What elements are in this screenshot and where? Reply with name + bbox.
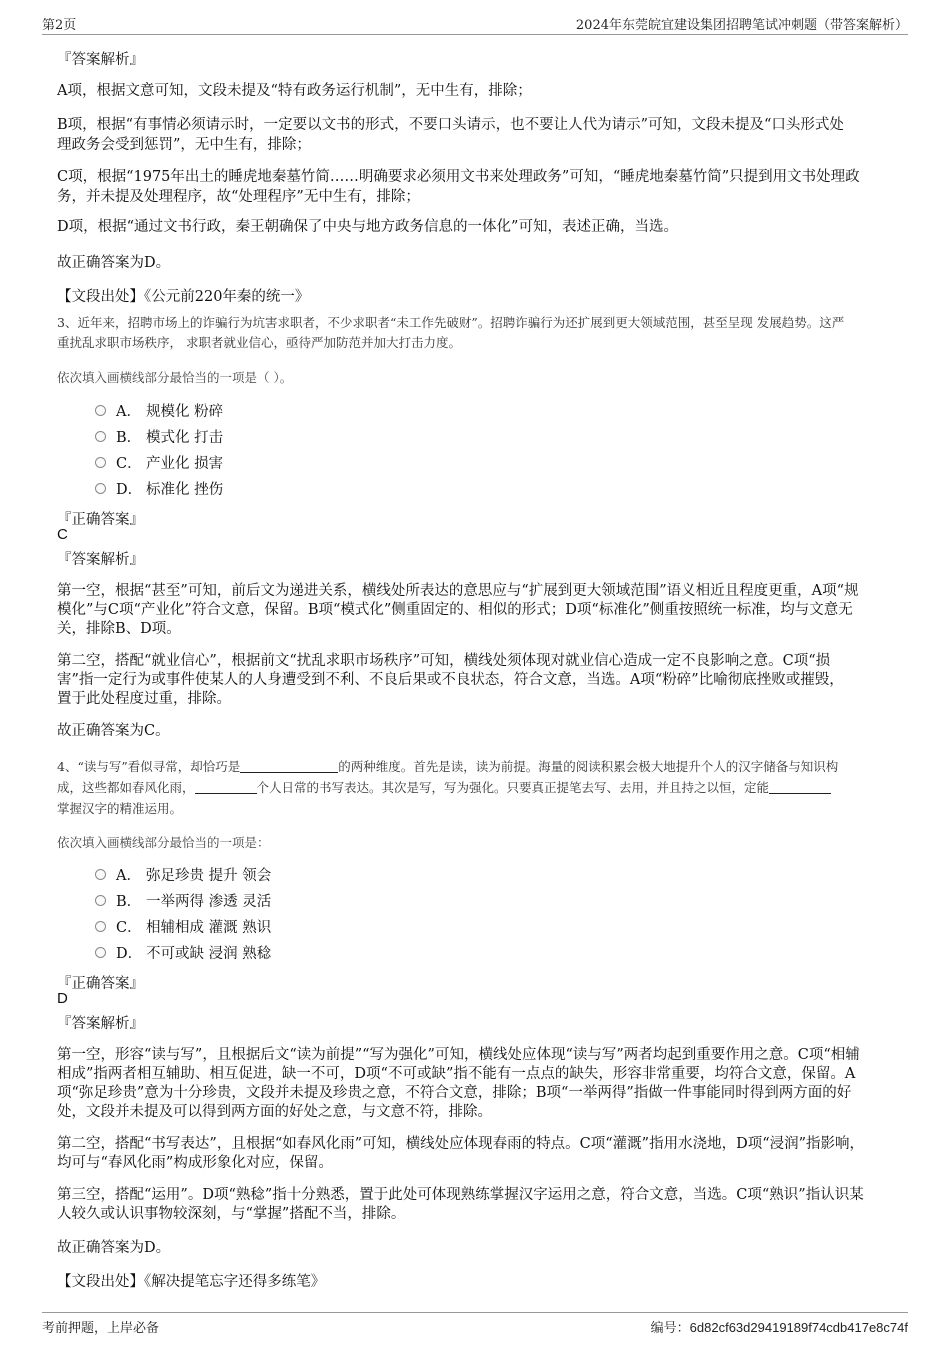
radio-icon[interactable] <box>95 457 106 468</box>
passage-source: 【文段出处】《公元前220年秦的统一》 <box>57 289 310 305</box>
q4-analysis-p1-line1: 第一空，形容“读与写”，且根据后文“读为前提”“写为强化”可知，横线处应体现“读与写”两者均起到重要作用之意。C项“相辅 <box>57 1047 860 1063</box>
q4-option-b[interactable]: B． 一举两得 渗透 灵活 <box>95 890 271 912</box>
q4-stem-line2: 成，这些都如春风化雨， 个人日常的书写表达。其次是写，写为强化。只要真正提笔去写、去用，并且持之以恒，定能 <box>57 777 897 798</box>
correct-answer: D <box>57 990 68 1007</box>
fill-blank <box>769 781 831 794</box>
q3-analysis-p2-line1: 第二空，搭配“就业信心”，根据前文“扰乱求职市场秩序”可知，横线处须体现对就业信心造成一定不良影响之意。C项“损 <box>57 653 831 669</box>
q4-analysis-p1-line2: 相成”指两者相互辅助、相互促进，缺一不可，D项“不可或缺”指不能有一点点的缺失，形容非常重要，均符合文意，保留。A <box>57 1066 856 1082</box>
correct-answer: C <box>57 526 68 543</box>
passage-source: 【文段出处】《解决提笔忘字还得多练笔》 <box>57 1274 326 1290</box>
footer-slogan: 考前押题，上岸必备 <box>42 1321 160 1336</box>
q3-stem-line2: 重扰乱求职市场秩序， 求职者就业信心，亟待严加防范并加大打击力度。 <box>57 335 461 350</box>
q3-analysis-p2-line3: 置于此处程度过重，排除。 <box>57 691 231 707</box>
analysis-label: 『答案解析』 <box>57 52 144 68</box>
conclusion: 故正确答案为D。 <box>57 1240 171 1256</box>
analysis-label: 『答案解析』 <box>57 552 144 568</box>
q4-analysis-p2-line2: 均可与“春风化雨”构成形象化对应，保留。 <box>57 1155 333 1171</box>
correct-answer-label: 『正确答案』 <box>57 512 144 528</box>
q4-prompt: 依次填入画横线部分最恰当的一项是： <box>57 835 270 850</box>
q3-analysis-p2-line2: 害”指一定行为或事件使某人的人身遭受到不利、不良后果或不良状态，符合文意，当选。A项“粉碎”比喻彻底挫败或摧毁， <box>57 672 844 688</box>
analysis-option-c-line1: C项，根据“1975年出土的睡虎地秦墓竹简……明确要求必须用文书来处理政务”可知，“睡虎地秦墓竹简”只提到用文书处理政 <box>57 169 860 185</box>
q4-option-d[interactable]: D． 不可或缺 浸润 熟稔 <box>95 942 271 964</box>
radio-icon[interactable] <box>95 895 106 906</box>
q4-analysis-p3-line1: 第三空，搭配“运用”。D项“熟稔”指十分熟悉，置于此处可体现熟练掌握汉字运用之意，符合文意，当选。C项“熟识”指认识某 <box>57 1187 864 1203</box>
fill-blank <box>240 760 338 773</box>
fill-blank <box>195 781 257 794</box>
document-title: 2024年东莞皖宜建设集团招聘笔试冲刺题（带答案解析） <box>575 18 908 33</box>
q4-analysis-p3-line2: 人较久或认识事物较深刻，与“掌握”搭配不当，排除。 <box>57 1206 406 1222</box>
q3-option-c[interactable]: C． 产业化 损害 <box>95 452 223 474</box>
conclusion: 故正确答案为C。 <box>57 723 170 739</box>
page-header <box>42 14 908 35</box>
radio-icon[interactable] <box>95 947 106 958</box>
analysis-option-a: A项，根据文意可知，文段未提及“特有政务运行机制”，无中生有，排除； <box>57 83 532 99</box>
q4-analysis-p1-line3: 项“弥足珍贵”意为十分珍贵，文段并未提及珍贵之意，不符合文意，排除；B项“一举两得”指做一件事能同时得到两方面的好 <box>57 1085 852 1101</box>
conclusion: 故正确答案为D。 <box>57 255 171 271</box>
q3-option-d[interactable]: D． 标准化 挫伤 <box>95 478 223 500</box>
q3-analysis-p1-line3: 关，排除B、D项。 <box>57 621 181 637</box>
q4-option-a[interactable]: A． 弥足珍贵 提升 领会 <box>95 864 271 886</box>
page-number: 第2页 <box>42 18 77 33</box>
document-id: 编号：6d82cf63d29419189f74cdb417e8c74f <box>650 1320 908 1336</box>
q4-stem-line1: 4、“读与写”看似寻常，却恰巧是 的两种维度。首先是读，读为前提。海量的阅读积累会极大地提升个人的汉字储备与知识构 <box>57 759 839 774</box>
q4-analysis-p1-line4: 处，文段并未提及可以得到两方面的好处之意，与文意不符，排除。 <box>57 1104 492 1120</box>
q3-analysis-p1-line1: 第一空，根据“甚至”可知，前后文为递进关系，横线处所表达的意思应与“扩展到更大领域范围”语义相近且程度更重，A项“规 <box>57 583 859 599</box>
analysis-option-b-line2: 理政务会受到惩罚”，无中生有，排除； <box>57 137 311 153</box>
radio-icon[interactable] <box>95 921 106 932</box>
analysis-option-d: D项，根据“通过文书行政，秦王朝确保了中央与地方政务信息的一体化”可知，表述正确，当选。 <box>57 219 678 235</box>
radio-icon[interactable] <box>95 431 106 442</box>
q4-option-c[interactable]: C． 相辅相成 灌溉 熟识 <box>95 916 271 938</box>
analysis-label: 『答案解析』 <box>57 1016 144 1032</box>
analysis-option-b-line1: B项，根据“有事情必须请示时，一定要以文书的形式，不要口头请示，也不要让人代为请示”可知，文段未提及“口头形式处 <box>57 117 844 133</box>
page-footer <box>42 1312 908 1335</box>
correct-answer-label: 『正确答案』 <box>57 976 144 992</box>
q3-option-a[interactable]: A． 规模化 粉碎 <box>95 400 223 422</box>
q3-analysis-p1-line2: 模化”与C项“产业化”符合文意，保留。B项“模式化”侧重固定的、相似的形式；D项“标准化”侧重按照统一标准，均与文意无 <box>57 602 853 618</box>
q4-stem-line3: 掌握汉字的精准运用。 <box>57 801 183 816</box>
analysis-option-c-line2: 务，并未提及处理程序，故“处理程序”无中生有，排除； <box>57 189 420 205</box>
q3-prompt: 依次填入画横线部分最恰当的一项是（ ）。 <box>57 370 293 385</box>
q4-analysis-p2-line1: 第二空，搭配“书写表达”，且根据“如春风化雨”可知，横线处应体现春雨的特点。C项“灌溉”指用水浇地，D项“浸润”指影响， <box>57 1136 865 1152</box>
radio-icon[interactable] <box>95 869 106 880</box>
radio-icon[interactable] <box>95 405 106 416</box>
radio-icon[interactable] <box>95 483 106 494</box>
q3-stem-line1: 3、近年来，招聘市场上的诈骗行为坑害求职者，不少求职者“未工作先破财”。招聘诈骗行为还扩展到更大领域范围，甚至呈现 发展趋势。这严 <box>57 315 845 330</box>
q3-option-b[interactable]: B． 模式化 打击 <box>95 426 223 448</box>
